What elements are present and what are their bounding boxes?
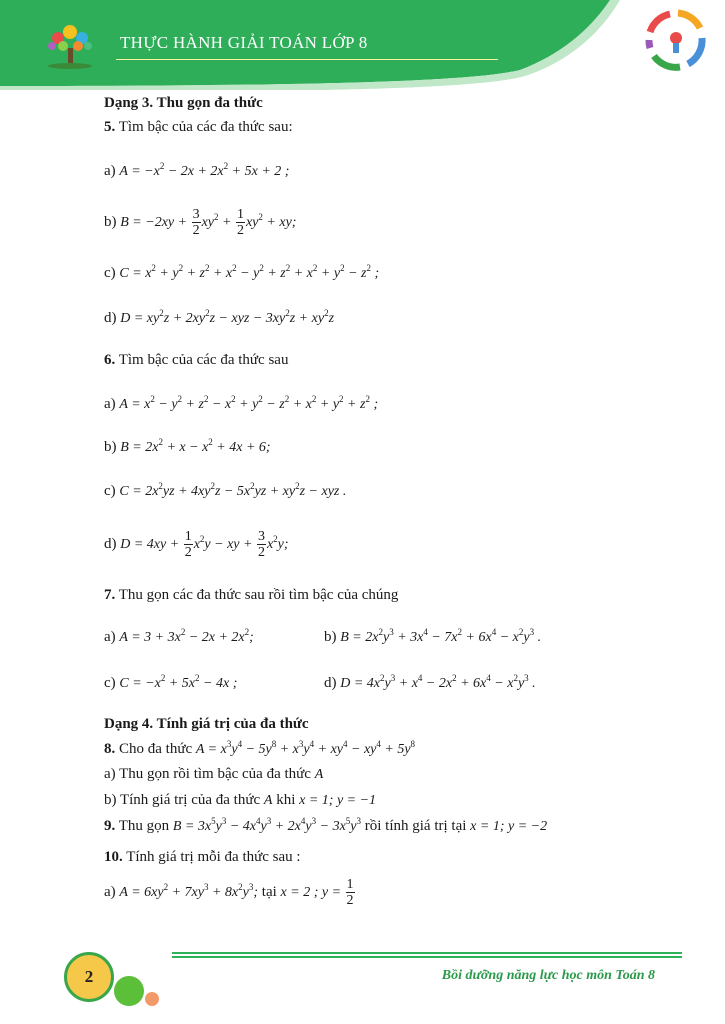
- header-title: THỰC HÀNH GIẢI TOÁN LỚP 8: [120, 33, 368, 52]
- q7-part-b: b) $B = 2x^2y^3 + 3x^4 - 7x^2 + 6x^4 - x^2y^3$ .: [324, 627, 542, 645]
- page-header: [0, 0, 725, 90]
- q7-part-d: d) $D = 4x^2y^3 + x^4 - 2x^2 + 6x^4 - x^2y^3$ .: [324, 673, 536, 691]
- decor-dot-orange: [145, 992, 159, 1006]
- question-7: 7. Thu gọn các đa thức sau rồi tìm bậc của chúng: [104, 587, 399, 603]
- question-6: 6. Tìm bậc của các đa thức sau: [104, 352, 289, 368]
- footer-book-title: Bồi dưỡng năng lực học môn Toán 8: [441, 968, 655, 983]
- page-number: 2: [64, 952, 114, 1002]
- q5-part-a: a) $A = -x^2 - 2x + 2x^2 + 5x + 2$ ;: [104, 161, 290, 179]
- q8-part-a: a) Thu gọn rồi tìm bậc của đa thức A: [104, 766, 324, 782]
- section-3-title: Dạng 3. Thu gọn đa thức: [104, 95, 263, 111]
- circle-logo-icon: [646, 10, 706, 70]
- footer-rule: [172, 952, 682, 960]
- q6-part-b: b) $B = 2x^2 + x - x^2 + 4x + 6$;: [104, 437, 271, 455]
- question-10: 10. Tính giá trị mỗi đa thức sau :: [104, 849, 301, 865]
- q6-part-c: c) $C = 2x^2yz + 4xy^2z - 5x^2yz + xy^2z$ − xyz .: [104, 481, 347, 499]
- q10-part-a: a) $A = 6xy^2 + 7xy^3 + 8x^2y^3$; tại x = 2 ; y = $\frac{1}{2}$: [104, 877, 354, 909]
- question-5: 5. Tìm bậc của các đa thức sau:: [104, 119, 293, 135]
- q5-part-d: d) $D = xy^2z + 2xy^2z$ − xyz − $3xy^2z + xy^2z$: [104, 308, 335, 326]
- q5-part-c: c) $C = x^2 + y^2 + z^2 + x^2 - y^2 + z^2 + x^2 + y^2 - z^2$ ;: [104, 263, 380, 281]
- q5-part-b: b) B = −2xy + $\frac{3}{2}$ $xy^2$ + $\frac{1}{2}$ $xy^2$ + xy;: [104, 207, 297, 239]
- header-underline: [116, 59, 498, 60]
- q7-row-2: c) $C = -x^2 + 5x^2 - 4x$ ; d) $D = 4x^2y^3 + x^4 - 2x^2 + 6x^4 - x^2y^3$ .: [104, 673, 694, 694]
- question-9: 9. Thu gọn $B = 3x^5y^3 - 4x^4y^3 + 2x^4y^3 - 3x^5y^3$ rồi tính giá trị tại x = 1; y = −2: [104, 816, 548, 834]
- q8-part-b: b) Tính giá trị của đa thức A khi x = 1; y = −1: [104, 792, 377, 808]
- decor-dot-green: [114, 976, 144, 1006]
- question-8: 8. Cho đa thức $A = x^3y^4 - 5y^8 + x^3y^4 + xy^4 - xy^4 + 5y^8$: [104, 739, 416, 757]
- q7-row-1: a) $A = 3 + 3x^2 - 2x + 2x^2$; b) $B = 2x^2y^3 + 3x^4 - 7x^2 + 6x^4 - x^2y^3$ .: [104, 627, 694, 648]
- q6-part-a: a) $A = x^2 - y^2 + z^2 - x^2 + y^2 - z^2 + x^2 + y^2 + z^2$ ;: [104, 394, 379, 412]
- q6-part-d: d) D = 4xy + $\frac{1}{2}$ $x^2y$ − xy + $\frac{3}{2}$ $x^2y$;: [104, 529, 289, 561]
- section-4-title: Dạng 4. Tính giá trị của đa thức: [104, 716, 309, 732]
